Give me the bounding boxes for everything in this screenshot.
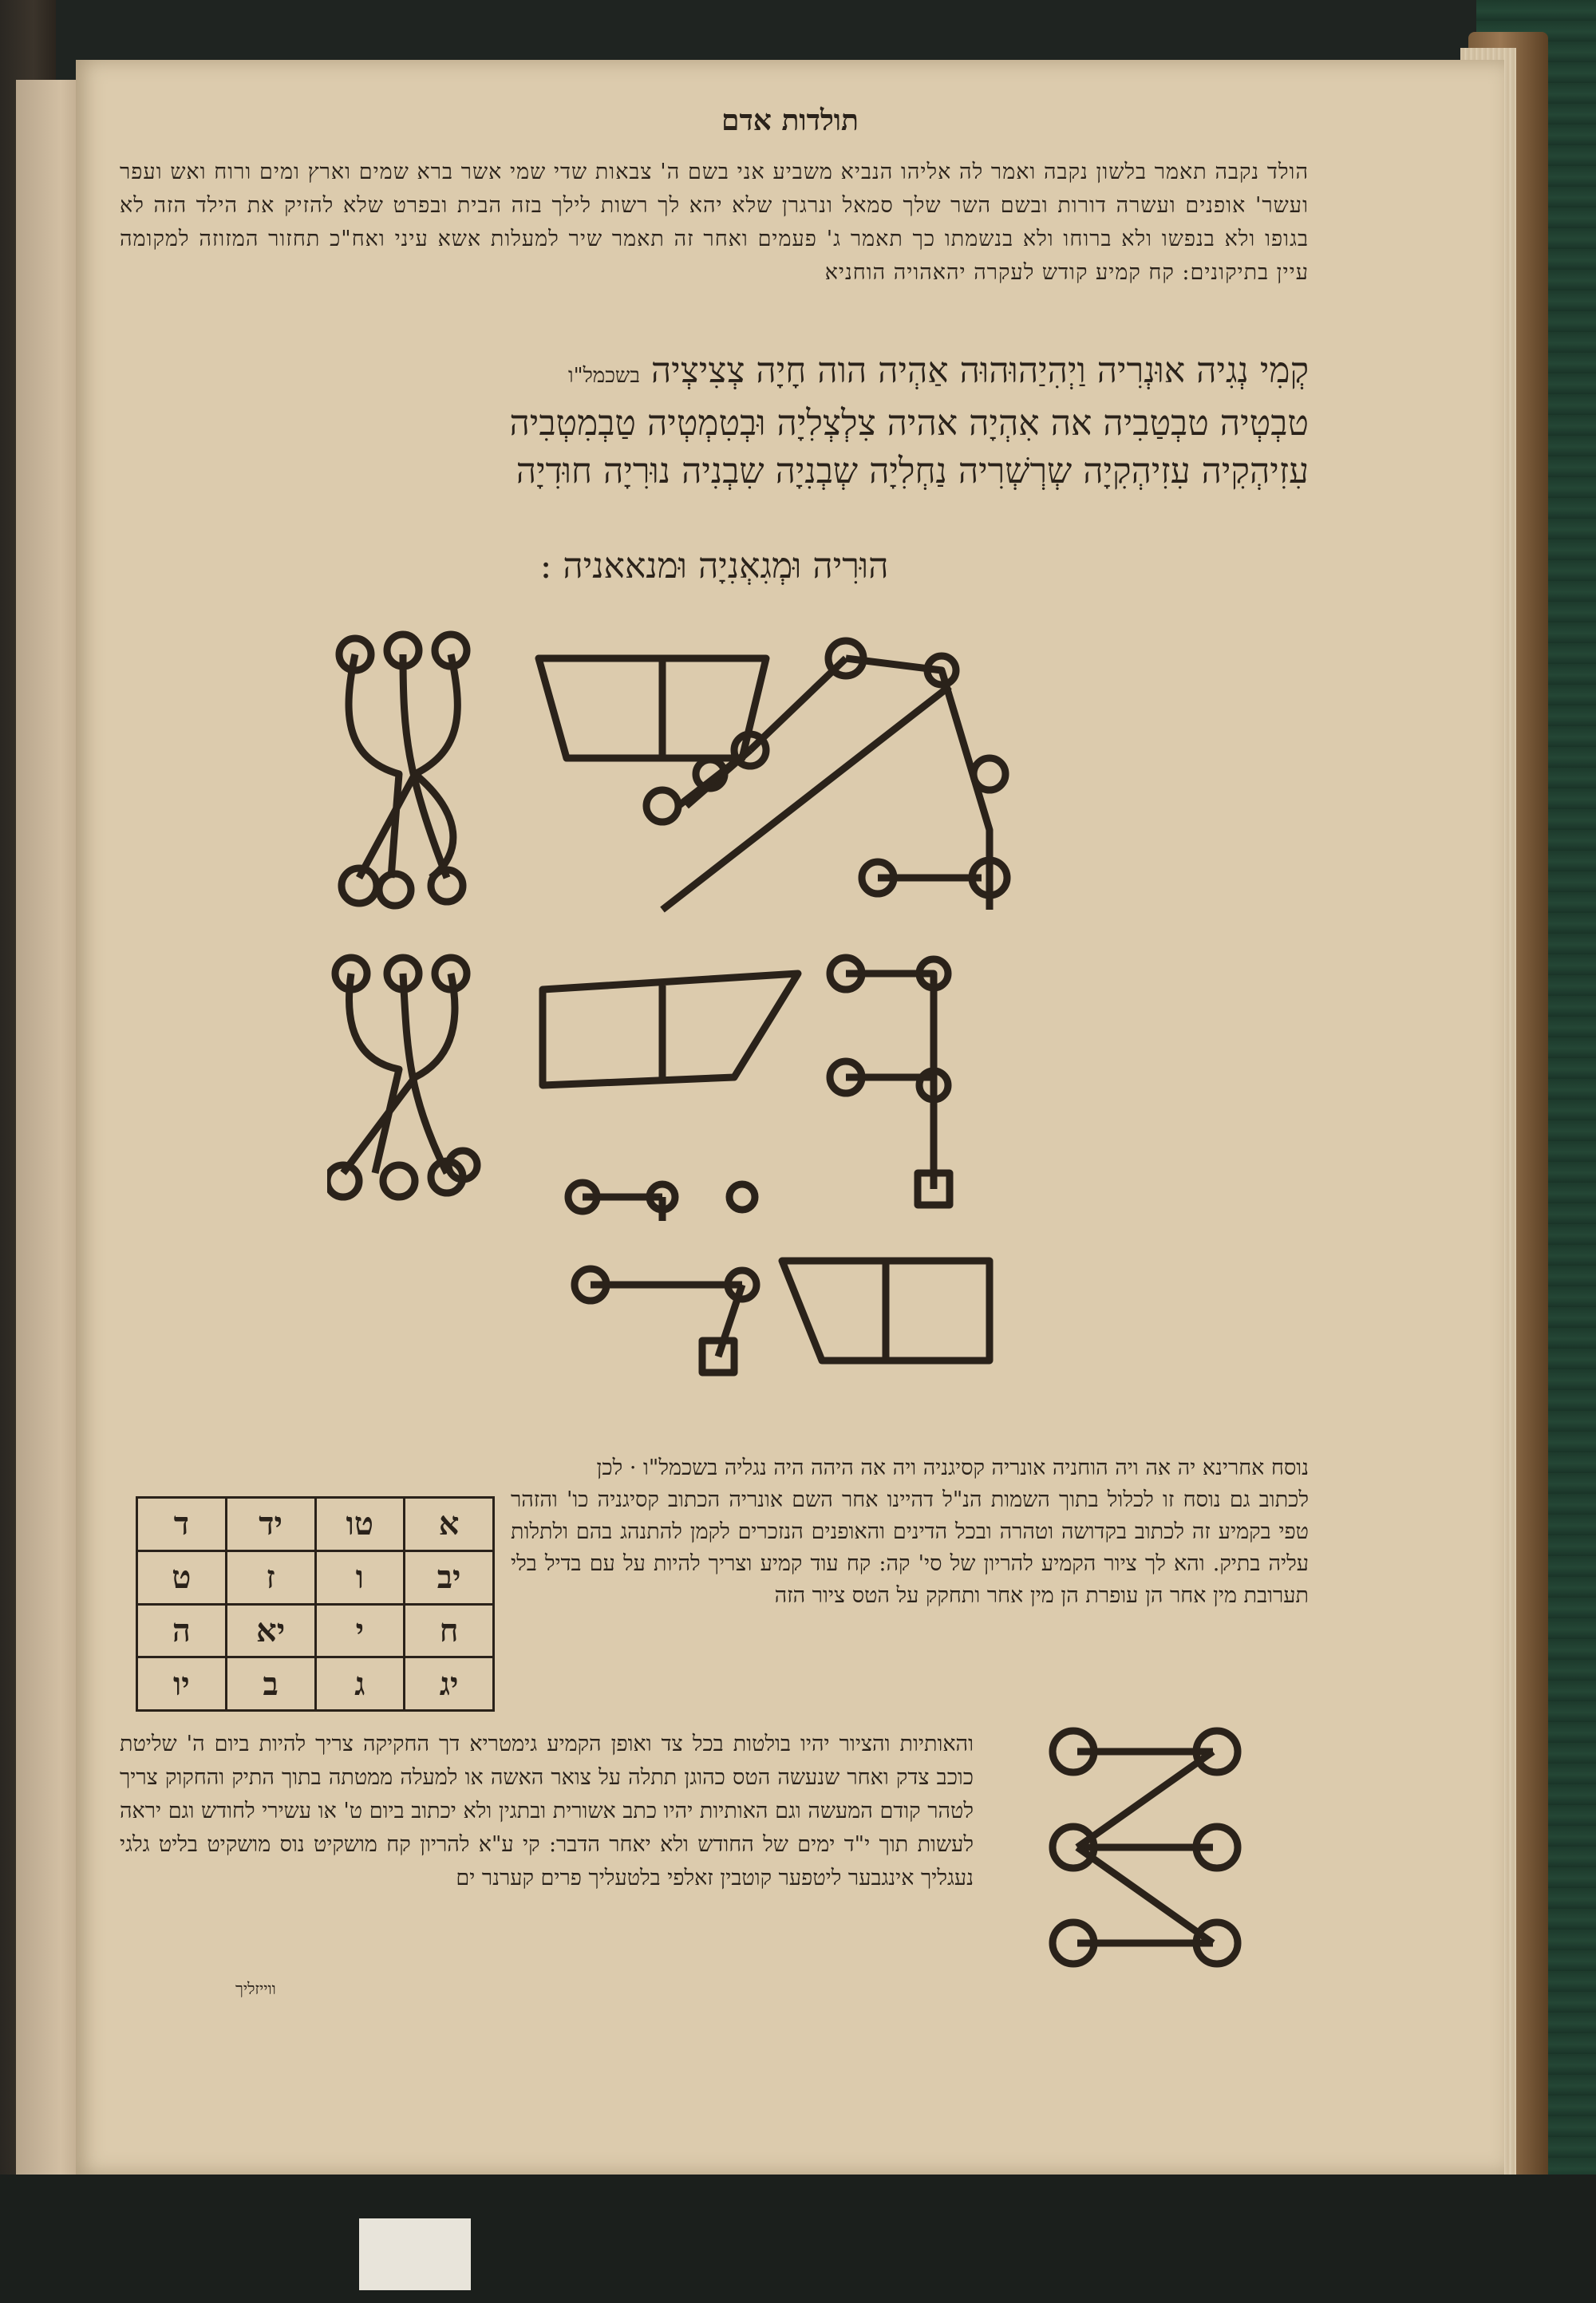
divine-names-line-4: הוּרִיה וּמְגִאְנִיָה וּמנאאניה : — [539, 546, 889, 587]
charaktere-seal-group — [327, 614, 1045, 1381]
small-seal — [1037, 1716, 1261, 1979]
seal-glyph-3 — [339, 634, 467, 906]
magic-square-row — [137, 1498, 494, 1551]
paragraph-3: לכתוב גם נוסח זו לכלול בתוך השמות הנ"ל דהיינו אחר השם אונריה הכתוב קסיגניה כו' והזהר טפי בקמיע זה לכתוב בקדושה וטהרה ובכל הדינים והאופנים הנזכרים לקמן להתנהג בהם ולתלות עליה בתיק. והא לך ציור הקמיע להריון של סי' קה: קח עוד קמיע וצריך להיות על עם בדיל בלי תערובת מין אחר הן עופרת הן מין אחר ותחקק על הטס ציור הזה — [511, 1487, 1309, 1608]
divine-names-block — [120, 347, 1309, 496]
seal-glyph-1 — [646, 641, 1007, 910]
divine-names-note: בשכמל"ו — [568, 364, 640, 388]
divine-names-line-1-text: קְמִי נְגִיה אוּנְרִיה וַיְהִיַהוּהוּה אַהְיה הוה חָיָה צְצִיצְיה — [650, 350, 1309, 391]
table-surface — [0, 2175, 1596, 2303]
magic-square-cell: י — [315, 1604, 405, 1657]
magic-square-cell: א — [405, 1498, 494, 1551]
magic-square — [136, 1496, 495, 1712]
seal-glyph-4 — [830, 958, 950, 1205]
magic-square-row — [137, 1657, 494, 1711]
divine-names-line-1 — [120, 347, 1309, 400]
magic-square-cell: ד — [137, 1498, 227, 1551]
paragraph-2: נוסח אחרינא יה אה ויה הוחניה אונריה קסיגניה ויה אה היהה היה נגליה בשכמל"ו · לכן — [596, 1456, 1309, 1480]
seal-glyph-8 — [782, 1261, 990, 1361]
magic-square-cell: ה — [137, 1604, 227, 1657]
paragraph-1: הולד נקבה תאמר בלשון נקבה ואמר לה אליהו הנביא משביע אני בשם ה' צבאות שדי שמי אשר ברא שמים וארץ ומים ורוח ואש ועפר ועשר' אופנים ועשרה דורות ובשם השר שלך סמאל ונרגרן שלא יהא לך רשות לילך בזה הבית ובפרט שלא להזיק את הילד הזה לא בגופו ולא בנפשו ולא ברוחו ולא בנשמתו כך תאמר ג' פעמים ואחר זה תאמר שיר למעלות אשא עיני ואח"כ תחזור המזוזה למקומה עיין בתיקונים: קח קמיע קודש לעקרה יהאהויה הוחניא — [120, 160, 1309, 285]
magic-square-cell: יג — [405, 1657, 494, 1711]
magic-square-cell: יא — [226, 1604, 315, 1657]
seal-glyph-5 — [543, 974, 798, 1085]
magic-square-row — [137, 1604, 494, 1657]
magic-square-cell: ב — [226, 1657, 315, 1711]
bookmark-slip — [359, 2218, 471, 2290]
paragraph-4: והאותיות והציור יהיו בולטות בכל צד ואופן הקמיע גימטריא דך החקיקה צריך להיות ביום ה' שליטת כוכב צדק ואחר שנעשה הטס כהוגן תתלה על צואר האשה או למעלה ממטתה בתוך התיק והחקוק צריך לטהר קודם המעשה וגם האותיות יהיו כתב אשורית ובתגין ולא יכתוב ביום ט' או עשירי לחודש וגם יראה לעשות תוך י"ד ימים של החודש ולא יאחר הדבר: קי ע"א להריון קח מושקיט נוס מושקיט בליט גלגי נעגליך אינגבער ליטפער קוטבין זאלפי בלטעליך פרים קערנר ים — [120, 1732, 974, 1890]
divine-names-line-2: טבְטְיה טבְטַבִיה אה אִהְיָה אהיה צִלְצְלִיָה וּבְטִמְטְיה טַבְמִטְבִיה — [509, 403, 1309, 444]
seal-glyph-6 — [327, 958, 477, 1197]
magic-square-cell: ז — [226, 1550, 315, 1604]
running-head: תולדות אדם — [721, 104, 859, 137]
magic-square-cell: יב — [405, 1550, 494, 1604]
magic-square-cell: טו — [315, 1498, 405, 1551]
seal-glyph-7 — [568, 1183, 757, 1373]
magic-square-row — [137, 1550, 494, 1604]
magic-square-cell: ו — [315, 1550, 405, 1604]
divine-names-line-3: עִזִיהְקִיה עִזִיהְקִיָה שְרְשְׁרִיה נַחְלִיָה שְבְנִיָה שִבְנִיה נוּרִיָה חוּדִיָה — [516, 451, 1309, 492]
magic-square-cell: יו — [137, 1657, 227, 1711]
magic-square-cell: יד — [226, 1498, 315, 1551]
magic-square-cell: ט — [137, 1550, 227, 1604]
magic-square-cell: ג — [315, 1657, 405, 1711]
magic-square-cell: ח — [405, 1604, 494, 1657]
printer-mark: ווייזליך — [235, 1979, 276, 1998]
facing-page-edge — [16, 80, 82, 2218]
